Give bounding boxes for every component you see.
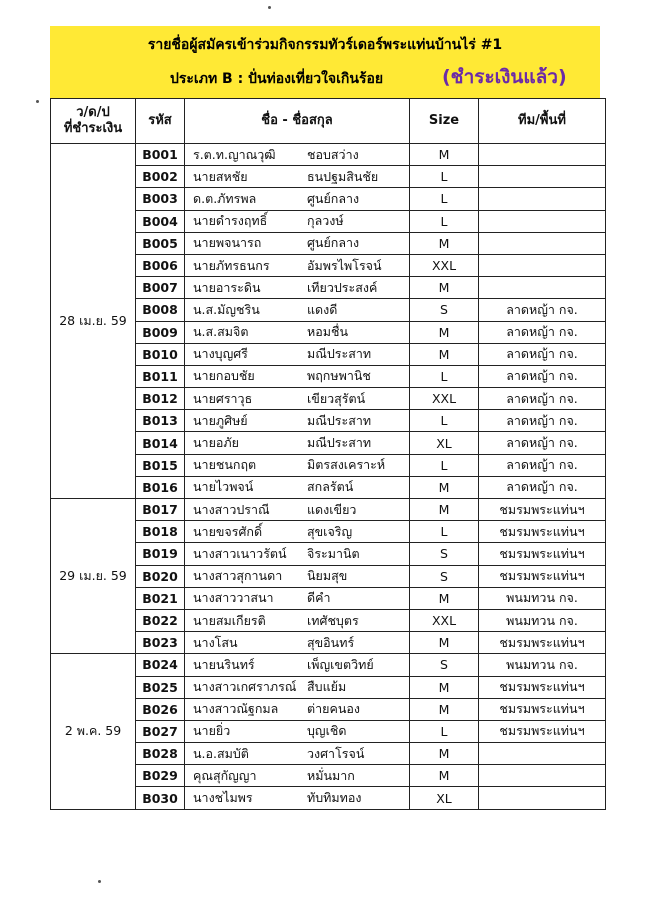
last-name: ชอบสว่าง (307, 146, 359, 162)
first-name: นายอาระดิน (193, 279, 261, 295)
size-cell: M (410, 698, 479, 720)
last-name: วงศาโรจน์ (307, 745, 365, 761)
code-cell: B028 (136, 743, 185, 765)
name-cell (185, 321, 410, 343)
last-name: แดงเขียว (307, 501, 357, 517)
code-cell: B004 (136, 210, 185, 232)
last-name: ธนปฐมสินชัย (307, 168, 379, 184)
last-name: มณีประสาท (307, 412, 372, 428)
name-cell (185, 743, 410, 765)
category-subtitle: ประเภท B : ปั่นท่องเที่ยวใจเกินร้อย (170, 71, 384, 87)
name-cell (185, 454, 410, 476)
size-cell: M (410, 277, 479, 299)
document-title: รายชื่อผู้สมัครเข้าร่วมกิจกรรมทัวร์เดอร์พระแท่นบ้านไร่ #1 (147, 37, 503, 53)
last-name: นิยมสุข (307, 568, 348, 584)
name-cell (185, 632, 410, 654)
table-row (51, 144, 606, 166)
first-name: ด.ต.ภัทรพล (193, 190, 257, 206)
table-row (51, 654, 606, 676)
first-name: นายกอบชัย (193, 368, 255, 384)
size-cell: L (410, 720, 479, 742)
first-name: นายดำรงฤทธิ์ (193, 213, 268, 229)
team-cell (479, 188, 606, 210)
first-name: นางสาวณัฐกมล (193, 701, 279, 717)
first-name: น.อ.สมบัติ (193, 745, 249, 761)
first-name: นายศราวุธ (193, 390, 253, 406)
name-cell (185, 232, 410, 254)
size-cell: M (410, 321, 479, 343)
scan-speck (268, 6, 271, 9)
size-cell: L (410, 188, 479, 210)
name-cell (185, 299, 410, 321)
team-cell (479, 232, 606, 254)
code-cell: B023 (136, 632, 185, 654)
last-name: สุขอินทร์ (307, 634, 355, 650)
payment-date-cell: 29 เม.ย. 59 (51, 499, 136, 654)
size-cell: M (410, 144, 479, 166)
last-name: ต่ายคนอง (307, 701, 360, 717)
size-cell: M (410, 232, 479, 254)
header-name: ชื่อ - ชื่อสกุล (185, 99, 410, 144)
team-cell: ลาดหญ้า กจ. (479, 454, 606, 476)
size-cell: M (410, 343, 479, 365)
name-cell (185, 676, 410, 698)
code-cell: B013 (136, 410, 185, 432)
name-cell (185, 521, 410, 543)
team-cell: ลาดหญ้า กจ. (479, 410, 606, 432)
table-body (51, 144, 606, 810)
team-cell: ลาดหญ้า กจ. (479, 299, 606, 321)
size-cell: L (410, 210, 479, 232)
participant-table (50, 98, 606, 810)
name-cell (185, 543, 410, 565)
code-cell: B018 (136, 521, 185, 543)
code-cell: B003 (136, 188, 185, 210)
code-cell: B014 (136, 432, 185, 454)
header-team: ทีม/พื้นที่ (479, 99, 606, 144)
first-name: นางสาวสุกานดา (193, 568, 283, 584)
last-name: สุขเจริญ (307, 523, 353, 539)
code-cell: B002 (136, 166, 185, 188)
team-cell (479, 277, 606, 299)
payment-status-label: (ชำระเงินแล้ว) (442, 66, 567, 88)
code-cell: B007 (136, 277, 185, 299)
size-cell: M (410, 632, 479, 654)
last-name: เพ็ญเขตวิทย์ (307, 656, 374, 672)
last-name: พฤกษพานิช (307, 368, 371, 384)
code-cell: B010 (136, 343, 185, 365)
scan-speck (98, 880, 101, 883)
last-name: เทศัชบุตร (307, 612, 359, 628)
last-name: หมั่นมาก (307, 767, 355, 783)
last-name: มณีประสาท (307, 435, 372, 451)
code-cell: B016 (136, 476, 185, 498)
scan-speck (36, 100, 39, 103)
size-cell: XL (410, 432, 479, 454)
size-cell: L (410, 410, 479, 432)
code-cell: B011 (136, 365, 185, 387)
code-cell: B024 (136, 654, 185, 676)
code-cell: B005 (136, 232, 185, 254)
name-cell (185, 587, 410, 609)
first-name: นางสาวปราณี (193, 501, 270, 517)
first-name: นายนรินทร์ (193, 656, 255, 672)
header-code: รหัส (136, 99, 185, 144)
last-name: ดีคำ (307, 590, 331, 606)
team-cell: ชมรมพระแท่นฯ (479, 698, 606, 720)
first-name: น.ส.สมจิต (193, 324, 249, 340)
first-name: นายยิ่ว (193, 723, 231, 739)
code-cell: B012 (136, 388, 185, 410)
last-name: หอมชื่น (307, 324, 349, 340)
last-name: มณีประสาท (307, 346, 372, 362)
payment-date-cell: 28 เม.ย. 59 (51, 144, 136, 499)
team-cell: พนมทวน กจ. (479, 654, 606, 676)
name-cell (185, 188, 410, 210)
last-name: อัมพรไพโรจน์ (307, 257, 382, 273)
table-header-row (51, 99, 606, 144)
size-cell: L (410, 454, 479, 476)
size-cell: S (410, 654, 479, 676)
first-name: นายสหชัย (193, 168, 248, 184)
first-name: นายชนกฤต (193, 457, 257, 473)
team-cell: ลาดหญ้า กจ. (479, 321, 606, 343)
name-cell (185, 343, 410, 365)
size-cell: XXL (410, 388, 479, 410)
title-banner (50, 26, 600, 98)
team-cell: ลาดหญ้า กจ. (479, 365, 606, 387)
team-cell: ลาดหญ้า กจ. (479, 476, 606, 498)
first-name: นายภัทรธนกร (193, 257, 270, 273)
code-cell: B021 (136, 587, 185, 609)
size-cell: L (410, 521, 479, 543)
name-cell (185, 565, 410, 587)
team-cell: ชมรมพระแท่นฯ (479, 521, 606, 543)
last-name: เทียวประสงค์ (307, 279, 378, 295)
first-name: นางสาววาสนา (193, 590, 274, 606)
code-cell: B022 (136, 609, 185, 631)
team-cell: ชมรมพระแท่นฯ (479, 543, 606, 565)
code-cell: B006 (136, 254, 185, 276)
code-cell: B026 (136, 698, 185, 720)
code-cell: B001 (136, 144, 185, 166)
header-size: Size (410, 99, 479, 144)
team-cell (479, 787, 606, 809)
first-name: นางสาวเกศราภรณ์ (193, 679, 297, 695)
first-name: นายพจนารถ (193, 235, 262, 251)
team-cell: ชมรมพระแท่นฯ (479, 565, 606, 587)
size-cell: XXL (410, 609, 479, 631)
size-cell: L (410, 365, 479, 387)
team-cell (479, 166, 606, 188)
size-cell: M (410, 676, 479, 698)
code-cell: B030 (136, 787, 185, 809)
last-name: สืบแย้ม (307, 679, 347, 695)
first-name: น.ส.มัญชริน (193, 301, 260, 317)
size-cell: M (410, 476, 479, 498)
first-name: นายสมเกียรติ (193, 612, 266, 628)
header-date-line2: ที่ชำระเงิน (63, 121, 123, 136)
team-cell: พนมทวน กจ. (479, 609, 606, 631)
header-payment-date (51, 99, 136, 144)
team-cell: ชมรมพระแท่นฯ (479, 499, 606, 521)
last-name: มิตรสงเคราะห์ (307, 457, 386, 473)
code-cell: B015 (136, 454, 185, 476)
code-cell: B017 (136, 499, 185, 521)
first-name: ร.ต.ท.ญาณวุฒิ (193, 146, 276, 162)
name-cell (185, 410, 410, 432)
first-name: นายไวพจน์ (193, 479, 254, 495)
name-cell (185, 277, 410, 299)
name-cell (185, 698, 410, 720)
team-cell: ชมรมพระแท่นฯ (479, 632, 606, 654)
size-cell: L (410, 166, 479, 188)
size-cell: S (410, 543, 479, 565)
team-cell: ชมรมพระแท่นฯ (479, 676, 606, 698)
code-cell: B025 (136, 676, 185, 698)
name-cell (185, 144, 410, 166)
size-cell: M (410, 587, 479, 609)
size-cell: M (410, 765, 479, 787)
code-cell: B019 (136, 543, 185, 565)
team-cell (479, 743, 606, 765)
name-cell (185, 254, 410, 276)
code-cell: B020 (136, 565, 185, 587)
name-cell (185, 365, 410, 387)
name-cell (185, 499, 410, 521)
code-cell: B027 (136, 720, 185, 742)
team-cell: ลาดหญ้า กจ. (479, 388, 606, 410)
team-cell: พนมทวน กจ. (479, 587, 606, 609)
first-name: นางบุญศรี (193, 346, 248, 362)
name-cell (185, 166, 410, 188)
last-name: ศูนย์กลาง (307, 190, 360, 206)
team-cell (479, 210, 606, 232)
team-cell: ชมรมพระแท่นฯ (479, 720, 606, 742)
team-cell: ลาดหญ้า กจ. (479, 343, 606, 365)
payment-date-cell: 2 พ.ค. 59 (51, 654, 136, 809)
last-name: เขียวสุรัตน์ (307, 390, 366, 406)
size-cell: S (410, 565, 479, 587)
name-cell (185, 432, 410, 454)
size-cell: XXL (410, 254, 479, 276)
table-row (51, 499, 606, 521)
name-cell (185, 609, 410, 631)
last-name: สกลรัตน์ (307, 479, 354, 495)
last-name: จิระมานิต (307, 545, 360, 561)
first-name: นายขจรศักดิ์ (193, 523, 263, 539)
last-name: บุญเชิด (307, 723, 347, 739)
team-cell (479, 254, 606, 276)
team-cell (479, 765, 606, 787)
first-name: นายภูศิษย์ (193, 412, 248, 428)
first-name: นายอภัย (193, 435, 239, 451)
team-cell (479, 144, 606, 166)
first-name: นางชไมพร (193, 790, 253, 806)
last-name: แดงดี (307, 301, 338, 317)
first-name: คุณสุกัญญา (193, 767, 257, 783)
last-name: กุลวงษ์ (307, 213, 344, 229)
last-name: ทับทิมทอง (307, 790, 362, 806)
size-cell: M (410, 499, 479, 521)
name-cell (185, 476, 410, 498)
name-cell (185, 210, 410, 232)
code-cell: B029 (136, 765, 185, 787)
first-name: นางโสน (193, 634, 238, 650)
name-cell (185, 765, 410, 787)
last-name: ศูนย์กลาง (307, 235, 360, 251)
name-cell (185, 654, 410, 676)
code-cell: B008 (136, 299, 185, 321)
size-cell: S (410, 299, 479, 321)
name-cell (185, 787, 410, 809)
team-cell: ลาดหญ้า กจ. (479, 432, 606, 454)
size-cell: M (410, 743, 479, 765)
size-cell: XL (410, 787, 479, 809)
name-cell (185, 388, 410, 410)
header-date-line1: ว/ด/ป (76, 105, 110, 120)
name-cell (185, 720, 410, 742)
first-name: นางสาวเนาวรัตน์ (193, 545, 287, 561)
code-cell: B009 (136, 321, 185, 343)
